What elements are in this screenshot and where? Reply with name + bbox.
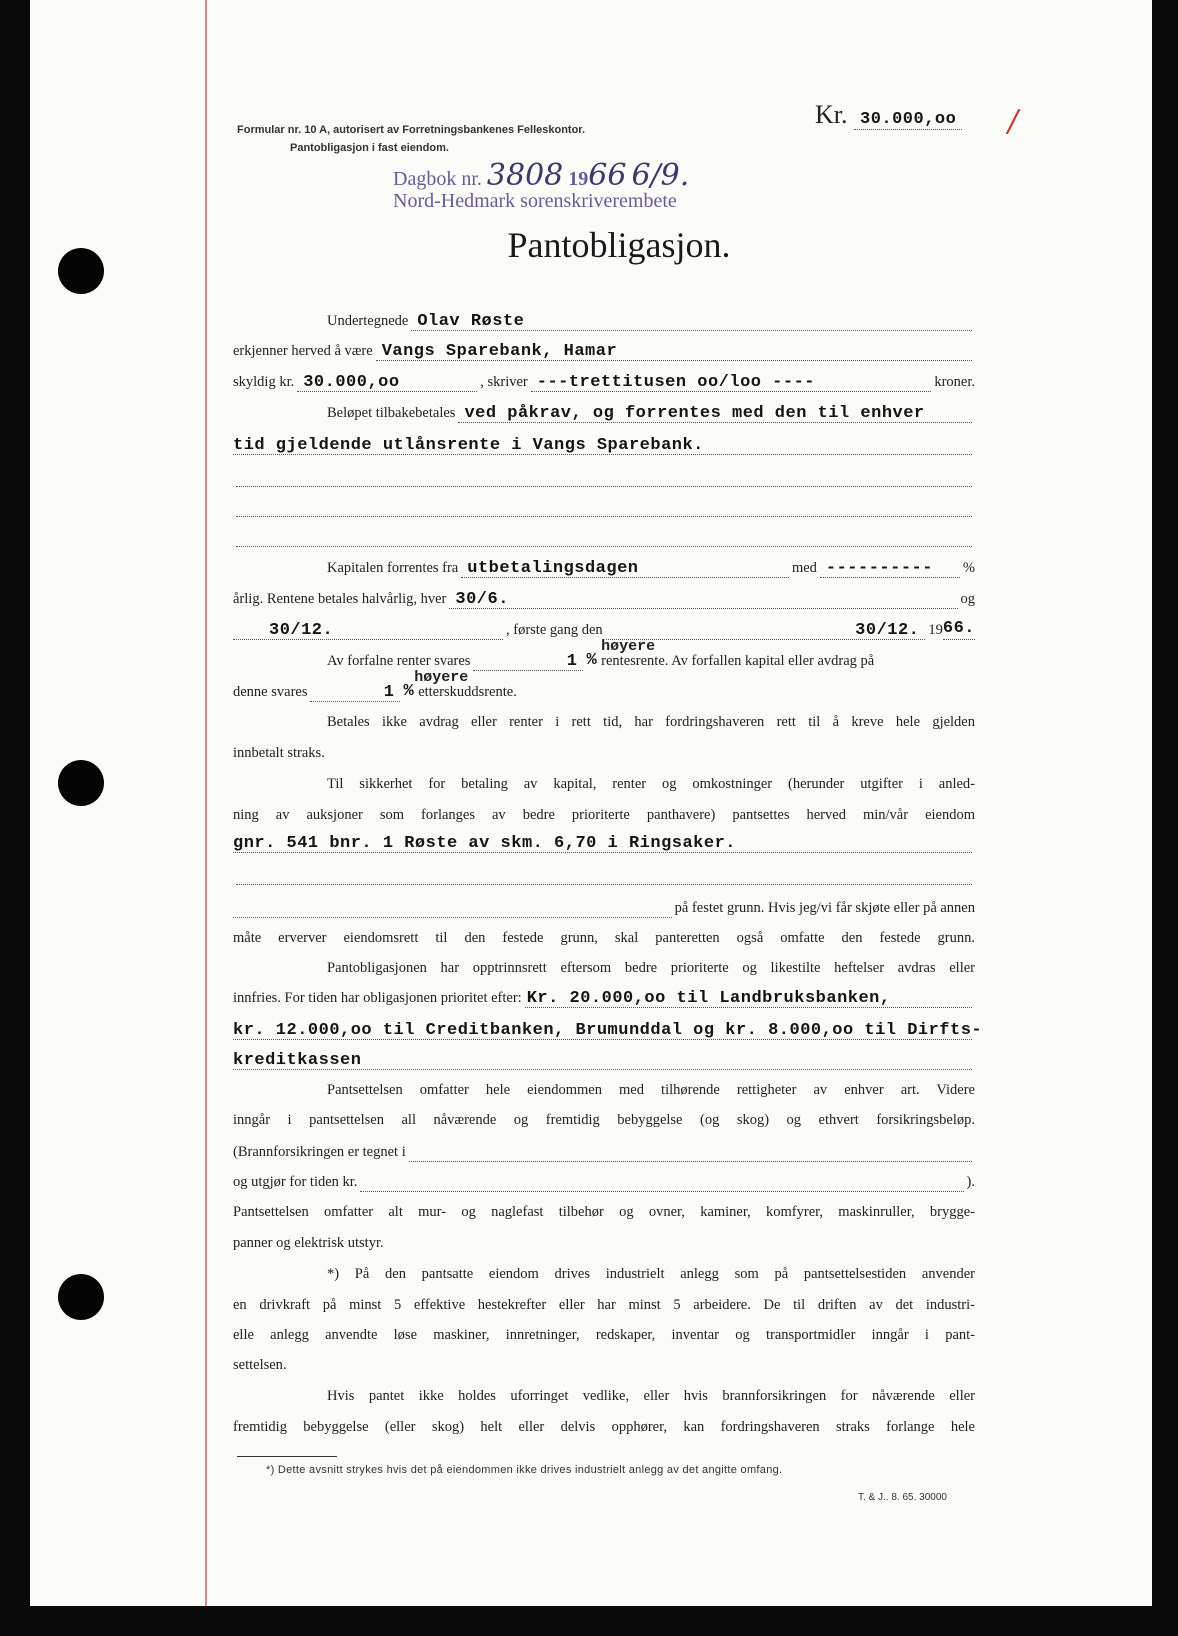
belop-value-2: tid gjeldende utlånsrente i Vangs Sparebank. bbox=[233, 436, 704, 455]
betales-line-1: Betales ikke avdrag eller renter i rett tid, har fordringshaveren rett til å kreve hele gjelden bbox=[327, 714, 975, 730]
field bbox=[236, 864, 972, 885]
punch-hole bbox=[58, 1274, 104, 1320]
dagbok-number: 3808 bbox=[486, 158, 564, 193]
hoyere-2: høyere bbox=[414, 669, 469, 686]
field bbox=[310, 681, 400, 702]
label: erkjenner herved å være bbox=[233, 343, 373, 359]
tilbehor-line-1: Pantsettelsen omfatter alt mur- og naglefast tilbehør og ovner, kaminer, komfyrer, maskinruller, brygge- bbox=[233, 1204, 975, 1220]
year-prefix: 19 bbox=[568, 168, 589, 190]
betales-line-2: innbetalt straks. bbox=[233, 745, 325, 761]
prioritet-line-2 bbox=[233, 1019, 983, 1040]
undertegnede-value: Olav Røste bbox=[417, 312, 525, 331]
industri-line-4: settelsen. bbox=[233, 1357, 287, 1373]
label: skyldig kr. bbox=[233, 374, 295, 390]
field bbox=[531, 371, 932, 392]
forfalne-value: 1 bbox=[566, 652, 578, 671]
field bbox=[411, 310, 972, 331]
label: (Brannforsikringen er tegnet i bbox=[233, 1144, 406, 1160]
label: etterskuddsrente. bbox=[418, 684, 517, 700]
field bbox=[458, 402, 972, 423]
check-mark: / bbox=[1008, 104, 1019, 139]
label: , skriver bbox=[480, 374, 528, 390]
field bbox=[233, 1049, 972, 1070]
label: , første gang den bbox=[506, 622, 603, 638]
industri-line-3: elle anlegg anvendte løse maskiner, innretninger, redskaper, inventar og transportmidler inngår i pant- bbox=[233, 1327, 975, 1343]
arlig-value: 30/6. bbox=[455, 590, 509, 609]
kapital-line bbox=[233, 557, 975, 578]
label: ). bbox=[966, 1174, 975, 1190]
festet-line-2: måte erverver eiendomsrett til den festede grunn, skal panteretten også omfatte den festede grunn. bbox=[233, 930, 975, 946]
label: % bbox=[962, 560, 975, 576]
eiendom-line bbox=[233, 832, 975, 853]
page-title: Pantobligasjon. bbox=[507, 225, 731, 265]
label: Undertegnede bbox=[327, 313, 409, 329]
field bbox=[525, 987, 972, 1008]
blank-line bbox=[233, 466, 975, 487]
utgjor-line bbox=[233, 1171, 975, 1192]
erkjenner-line bbox=[233, 340, 975, 361]
field bbox=[409, 1141, 972, 1162]
vedlike-line-1: Hvis pantet ikke holdes uforringet vedlike, eller hvis brannforsikringen for nåværende eller bbox=[327, 1388, 975, 1404]
opptrinn-line-1: Pantobligasjonen har opptrinnsrett eftersom bedre prioriterte og likestilte heftelser avdras eller bbox=[327, 960, 975, 976]
kr-label: Kr. bbox=[815, 100, 848, 129]
rest bbox=[414, 669, 517, 702]
label: Kapitalen forrentes fra bbox=[327, 560, 459, 576]
form-line-2: Pantobligasjon i fast eiendom. bbox=[290, 142, 449, 154]
vedlike-line-2: fremtidig bebyggelse (eller skog) helt eller delvis opphører, kan fordringshaveren straks forlange hele bbox=[233, 1419, 975, 1435]
field bbox=[233, 619, 503, 640]
year-suffix: 66 bbox=[588, 158, 627, 193]
field bbox=[461, 557, 789, 578]
skriver-value: ---trettitusen oo/loo ---- bbox=[536, 373, 815, 392]
undertegnede-line bbox=[327, 310, 975, 331]
belop-line-2 bbox=[233, 434, 975, 455]
field bbox=[236, 466, 972, 487]
blank-line bbox=[233, 864, 975, 885]
rest bbox=[597, 638, 875, 671]
punch-hole bbox=[58, 760, 104, 806]
field bbox=[820, 557, 960, 578]
label: innfries. For tiden har obligasjonen prioritet efter: bbox=[233, 990, 522, 1006]
kr-amount: 30.000,oo bbox=[854, 110, 962, 130]
printer-code: T. & J.. 8. 65. 30000 bbox=[858, 1492, 947, 1503]
form-line-1: Formular nr. 10 A, autorisert av Forretningsbankenes Felleskontor. bbox=[237, 124, 586, 136]
belop-line bbox=[233, 402, 975, 423]
label: på festet grunn. Hvis jeg/vi får skjøte eller på annen bbox=[674, 900, 975, 916]
omfatter-line-2: inngår i pantsettelsen all nåværende og fremtidig bebyggelse (og skog) og ethvert forsikringsbeløp. bbox=[233, 1112, 975, 1128]
label: rentesrente. Av forfallen kapital eller avdrag på bbox=[601, 653, 875, 669]
kr-amount-box bbox=[815, 100, 962, 130]
sikkerhet-line-2: ning av auksjoner som forlanges av bedre prioriterte panthavere) pantsettes herved min/vår eiendom bbox=[233, 807, 975, 823]
erkjenner-value: Vangs Sparebank, Hamar bbox=[381, 342, 618, 361]
field bbox=[449, 588, 957, 609]
brann-line bbox=[233, 1141, 975, 1162]
hoyere-1: høyere bbox=[601, 638, 656, 655]
belop-value: ved påkrav, og forrentes med den til enhver bbox=[464, 404, 925, 423]
field bbox=[473, 650, 583, 671]
footnote-rule bbox=[237, 1456, 337, 1457]
label: med bbox=[791, 560, 817, 576]
forste-value: 30/12. bbox=[855, 621, 920, 640]
prioritet-line-3 bbox=[233, 1049, 975, 1070]
label: kroner. bbox=[934, 374, 975, 390]
dagbok-label: Dagbok nr. bbox=[393, 168, 482, 190]
field bbox=[236, 496, 972, 517]
field bbox=[233, 897, 672, 918]
stamp-date: 6/9. bbox=[631, 158, 690, 193]
tilbehor-line-2: panner og elektrisk utstyr. bbox=[233, 1235, 384, 1251]
industri-line-1: *) På den pantsatte eiendom drives industrielt anlegg som på pantsettelsestiden anvender bbox=[327, 1266, 975, 1282]
prioritet-2: kr. 12.000,oo til Creditbanken, Brumunddal og kr. 8.000,oo til Dirfts- bbox=[233, 1021, 983, 1040]
med-value: ---------- bbox=[825, 559, 933, 578]
forfalne-line bbox=[233, 638, 975, 671]
footnote: *) Dette avsnitt strykes hvis det på eiendommen ikke drives industrielt anlegg av det angitte omfang. bbox=[266, 1464, 783, 1476]
blank-line bbox=[233, 526, 975, 547]
field bbox=[233, 434, 972, 455]
arlig-line bbox=[233, 588, 975, 609]
prioritet-1: Kr. 20.000,oo til Landbruksbanken, bbox=[526, 989, 891, 1008]
field bbox=[376, 340, 972, 361]
pct: % bbox=[586, 651, 598, 670]
label: årlig. Rentene betales halvårlig, hver bbox=[233, 591, 447, 607]
office-stamp: Nord-Hedmark sorenskriverembete bbox=[393, 190, 677, 212]
eiendom-value: gnr. 541 bnr. 1 Røste av skm. 6,70 i Ringsaker. bbox=[233, 834, 736, 853]
label: Beløpet tilbakebetales bbox=[327, 405, 456, 421]
skyldig-value: 30.000,oo bbox=[303, 373, 400, 392]
festet-line-1 bbox=[233, 897, 975, 918]
omfatter-line-1: Pantsettelsen omfatter hele eiendommen med tilhørende rettigheter av enhver art. Videre bbox=[327, 1082, 975, 1098]
field bbox=[233, 832, 972, 853]
field bbox=[297, 371, 477, 392]
field bbox=[360, 1171, 963, 1192]
industri-line-2: en drivkraft på minst 5 effektive hestekrefter eller har minst 5 arbeidere. De til driften av det industri- bbox=[233, 1297, 975, 1313]
sikkerhet-line-1: Til sikkerhet for betaling av kapital, renter og omkostninger (herunder utgifter i anled- bbox=[327, 776, 975, 792]
dagbok-stamp bbox=[393, 158, 689, 193]
opptrinn-line-2 bbox=[233, 987, 975, 1008]
denne-line bbox=[233, 669, 975, 702]
label: Av forfalne renter svares bbox=[327, 653, 471, 669]
field bbox=[236, 526, 972, 547]
denne-value: 1 bbox=[383, 683, 395, 702]
label: denne svares bbox=[233, 684, 308, 700]
skyldig-line bbox=[233, 371, 975, 392]
kapital-value: utbetalingsdagen bbox=[467, 559, 639, 578]
pct: % bbox=[403, 682, 415, 701]
year-value: 66. bbox=[942, 619, 975, 638]
field bbox=[233, 1019, 983, 1040]
blank-line bbox=[233, 496, 975, 517]
label: 19 bbox=[928, 622, 943, 638]
prioritet-3: kreditkassen bbox=[233, 1051, 362, 1070]
second-date: 30/12. bbox=[269, 621, 334, 640]
label: og utgjør for tiden kr. bbox=[233, 1174, 358, 1190]
label: og bbox=[960, 591, 975, 607]
